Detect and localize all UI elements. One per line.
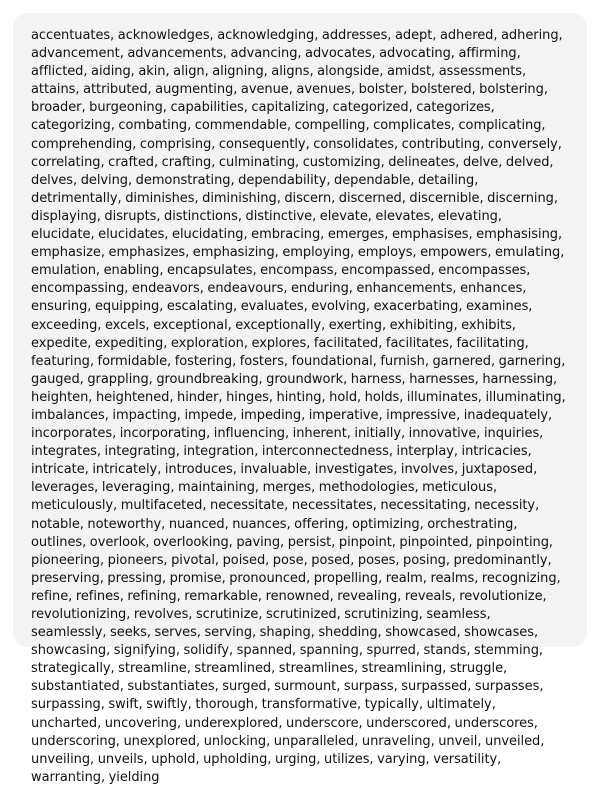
word-list-card — [13, 13, 587, 785]
word-list-text: accentuates, acknowledges, acknowledging, addresses, adept, adhered, adhering, advancement, advancements, advancing, advocates, advocating, affirming, afflicted, aiding, akin, align, aligning, aligns, alongside, amidst, assessments, attains, attributed, augmenting, avenue, avenues, bolster, bolstered, bolstering, broader, burgeoning, capabilities, capitalizing, categorized, categorizes, categorizing, combating, commendable, compelling, complicates, complicating, comprehending, comprising, consequently, consolidates, contributing, conversely, correlating, crafted, crafting, culminating, customizing, delineates, delve, delved, delves, delving, demonstrating, dependability, dependable, detailing, detrimentally, diminishes, diminishing, discern, discerned, discernible, discerning, displaying, disrupts, distinctions, distinctive, elevate, elevates, elevating, elucidate, elucidates, elucidating, embracing, emerges, emphasises, emphasising, emphasize, emphasizes, emphasizing, employing, employs, empowers, emulating, emulation, enabling, encapsulates, encompass, encompassed, encompasses, encompassing, endeavors, endeavours, enduring, enhancements, enhances, ensuring, equipping, escalating, evaluates, evolving, exacerbating, examines, exceeding, excels, exceptional, exceptionally, exerting, exhibiting, exhibits, expedite, expediting, exploration, explores, facilitated, facilitates, facilitating, featuring, formidable, fostering, fosters, foundational, furnish, garnered, garnering, gauged, grappling, groundbreaking, groundwork, harness, harnesses, harnessing, heighten, heightened, hinder, hinges, hinting, hold, holds, illuminates, illuminating, imbalances, impacting, impede, impeding, imperative, impressive, inadequately, incorporates, incorporating, influencing, inherent, initially, innovative, inquiries, integrates, integrating, integration, interconnectedness, interplay, intricacies, intricate, intricately, introduces, invaluable, investigates, involves, juxtaposed, leverages, leveraging, maintaining, merges, methodologies, meticulous, meticulously, multifaceted, necessitate, necessitates, necessitating, necessity, notable, noteworthy, nuanced, nuances, offering, optimizing, orchestrating, outlines, overlook, overlooking, paving, persist, pinpoint, pinpointed, pinpointing, pioneering, pioneers, pivotal, poised, pose, posed, poses, posing, predominantly, preserving, pressing, promise, pronounced, propelling, realm, realms, recognizing, refine, refines, refining, remarkable, renowned, revealing, reveals, revolutionize, revolutionizing, revolves, scrutinize, scrutinized, scrutinizing, seamless, seamlessly, seeks, serves, serving, shaping, shedding, showcased, showcases, showcasing, signifying, solidify, spanned, spanning, spurred, stands, stemming, strategically, streamline, streamlined, streamlines, streamlining, struggle, substantiated, substantiates, surged, surmount, surpass, surpassed, surpasses, surpassing, swift, swiftly, thorough, transformative, typically, ultimately, uncharted, uncovering, underexplored, underscore, underscored, underscores, underscoring, unexplored, unlocking, unparalleled, unraveling, unveil, unveiled, unveiling, unveils, uphold, upholding, urging, utilizes, varying, versatility, warranting, yielding — [31, 28, 566, 785]
